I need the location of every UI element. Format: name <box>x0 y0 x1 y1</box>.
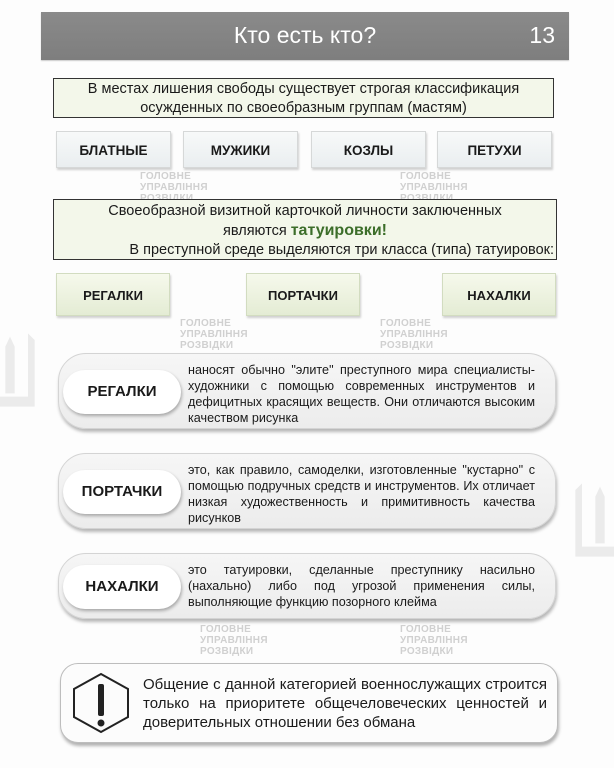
description-card-nakhalki <box>58 553 556 619</box>
caste-kozly: КОЗЛЫ <box>311 131 426 168</box>
caste-petukhi: ПЕТУХИ <box>437 131 552 168</box>
caste-blatnye: БЛАТНЫЕ <box>56 131 171 168</box>
description-text: наносят обычно "элите" преступного мира специалисты-художники с помощью современных инструментов и дефицитных красящих веществ. Они отличаются высоким качеством рисунка <box>188 363 535 425</box>
description-text: это татуировки, сделанные преступнику насильно (нахально) либо под угрозой применения силы, выполняющие функцию позорного клейма <box>188 563 535 609</box>
description-label: ПОРТАЧКИ <box>63 470 181 514</box>
watermark-text: ГОЛОВНЕ УПРАВЛІННЯ РОЗВІДКИ <box>380 318 448 351</box>
intro-line-2: осужденных по своеобразным группам (мастям) <box>140 100 467 116</box>
description-card-regalki <box>58 353 556 429</box>
warning-hexagon-icon <box>71 672 131 734</box>
tattoo-intro-line-1: Своеобразной визитной карточкой личности заключенных <box>108 203 502 219</box>
description-text: это, как правило, самоделки, изготовленные "кустарно" с помощью подручных средств и инструментов. Их отличает низкая художественность и примитивность качества рисунков <box>188 463 535 525</box>
intro-line-1: В местах лишения свободы существует строгая классификация <box>87 81 520 97</box>
watermark-text: ГОЛОВНЕ УПРАВЛІННЯ РОЗВІДКИ <box>400 624 468 657</box>
description-label: НАХАЛКИ <box>63 565 181 609</box>
tattoo-intro-box <box>53 199 557 260</box>
tattoo-emphasis: татуировки! <box>290 222 387 239</box>
page-title: Кто есть кто? <box>233 22 377 48</box>
tattoo-intro-prefix: являются <box>223 223 291 239</box>
description-card-portachki <box>58 453 556 529</box>
notice-text: Общение с данной категорией военнослужащих строится только на приоритете общечеловеческих ценностей и доверительных отношении без обмана <box>143 676 547 731</box>
page-header <box>41 12 569 60</box>
watermark-text: ГОЛОВНЕ УПРАВЛІННЯ РОЗВІДКИ <box>200 624 268 657</box>
tattoo-intro-line-2 <box>54 221 556 241</box>
type-nakhalki: НАХАЛКИ <box>442 273 556 316</box>
caste-muzhiki: МУЖИКИ <box>183 131 298 168</box>
intro-box <box>53 78 554 118</box>
description-label: РЕГАЛКИ <box>63 370 181 414</box>
watermark-text: ГОЛОВНЕ УПРАВЛІННЯ <box>400 171 468 193</box>
type-portachki: ПОРТАЧКИ <box>246 273 360 316</box>
tattoo-intro-line-3: В преступной среде выделяются три класса (типа) татуировок: <box>129 242 554 258</box>
page-number: 13 <box>529 22 555 48</box>
notice-box <box>60 663 558 743</box>
watermark-text: ГОЛОВНЕ УПРАВЛІННЯ РОЗВІДКИ <box>180 318 248 351</box>
watermark-trident-icon <box>0 330 40 410</box>
type-regalki: РЕГАЛКИ <box>56 273 170 316</box>
watermark-text: ГОЛОВНЕ УПРАВЛІННЯ <box>140 171 208 193</box>
watermark-trident-icon <box>570 480 614 560</box>
